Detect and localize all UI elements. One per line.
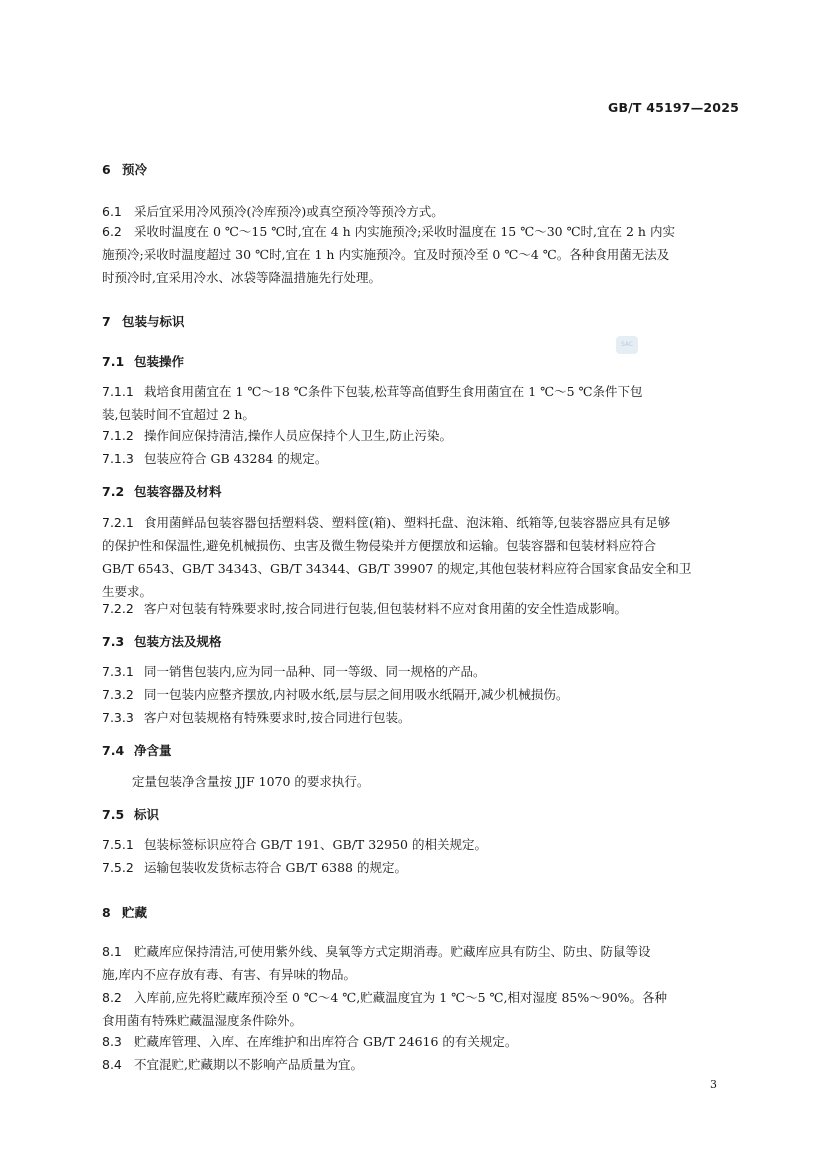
clause-8-4: 8.4 不宜混贮,贮藏期以不影响产品质量为宜。 [102,1057,363,1072]
section-7-heading: 7 包装与标识 [102,314,185,329]
clause-7-1-2: 7.1.2 操作间应保持清洁,操作人员应保持个人卫生,防止污染。 [102,428,452,443]
sac-watermark-logo: SAC [616,336,638,354]
section-7-1-heading: 7.1 包装操作 [102,354,185,369]
section-7-4-heading: 7.4 净含量 [102,743,172,758]
clause-7-1-3: 7.1.3 包装应符合 GB 43284 的规定。 [102,451,328,466]
clause-7-1-1: 7.1.1 栽培食用菌宜在 1 ℃～18 ℃条件下包装,松茸等高值野生食用菌宜在 1 ℃～5 ℃条件下包 装,包装时间不宜超过 2 h。 [102,384,643,422]
standard-number: GB/T 45197—2025 [607,100,739,115]
section-7-3-heading: 7.3 包装方法及规格 [102,634,222,649]
clause-7-3-1: 7.3.1 同一销售包装内,应为同一品种、同一等级、同一规格的产品。 [102,664,486,679]
page-number: 3 [710,1078,717,1091]
clause-7-3-3: 7.3.3 客户对包装规格有特殊要求时,按合同进行包装。 [102,710,411,725]
section-7-5-heading: 7.5 标识 [102,807,160,822]
clause-7-4-text: 定量包装净含量按 JJF 1070 的要求执行。 [132,774,370,789]
section-7-2-heading: 7.2 包装容器及材料 [102,484,222,499]
clause-8-3: 8.3 贮藏库管理、入库、在库维护和出库符合 GB/T 24616 的有关规定。 [102,1034,518,1049]
clause-7-3-2: 7.3.2 同一包装内应整齐摆放,内衬吸水纸,层与层之间用吸水纸隔开,减少机械损伤。 [102,687,569,702]
clause-7-5-1: 7.5.1 包装标签标识应符合 GB/T 191、GB/T 32950 的相关规定。 [102,837,487,852]
section-6-heading: 6 预冷 [102,162,148,177]
section-8-heading: 8 贮藏 [102,905,148,920]
clause-7-2-2: 7.2.2 客户对包装有特殊要求时,按合同进行包装,但包装材料不应对食用菌的安全性造成影响。 [102,601,627,616]
clause-6-2: 6.2 采收时温度在 0 ℃～15 ℃时,宜在 4 h 内实施预冷;采收时温度在 15 ℃～30 ℃时,宜在 2 h 内实 施预冷;采收时温度超过 30 ℃时,宜在 1 h 内实施预冷。宜及时预冷至 0 ℃～4 ℃。各种食用菌无法及 时预冷时,宜采用冷水、冰袋等降温措施先行处理。 [102,224,675,285]
clause-7-5-2: 7.5.2 运输包装收发货标志符合 GB/T 6388 的规定。 [102,860,407,875]
clause-8-1: 8.1 贮藏库应保持清洁,可使用紫外线、臭氧等方式定期消毒。贮藏库应具有防尘、防虫、防鼠等设 施,库内不应存放有毒、有害、有异味的物品。 [102,944,651,982]
clause-7-2-1: 7.2.1 食用菌鲜品包装容器包括塑料袋、塑料筐(箱)、塑料托盘、泡沫箱、纸箱等,包装容器应具有足够 的保护性和保温性,避免机械损伤、虫害及微生物侵染并方便摆放和运输。包装容器和包装材料应符合 GB/T 6543、GB/T 34343、GB/T 34344、GB/T 39907 的规定,其他包装材料应符合国家食品安全和卫 生要求。 [102,515,692,599]
clause-8-2: 8.2 入库前,应先将贮藏库预冷至 0 ℃～4 ℃,贮藏温度宜为 1 ℃～5 ℃,相对湿度 85%～90%。各种 食用菌有特殊贮藏温湿度条件除外。 [102,990,668,1028]
clause-6-1: 6.1 采后宜采用冷风预冷(冷库预冷)或真空预冷等预冷方式。 [102,204,444,219]
